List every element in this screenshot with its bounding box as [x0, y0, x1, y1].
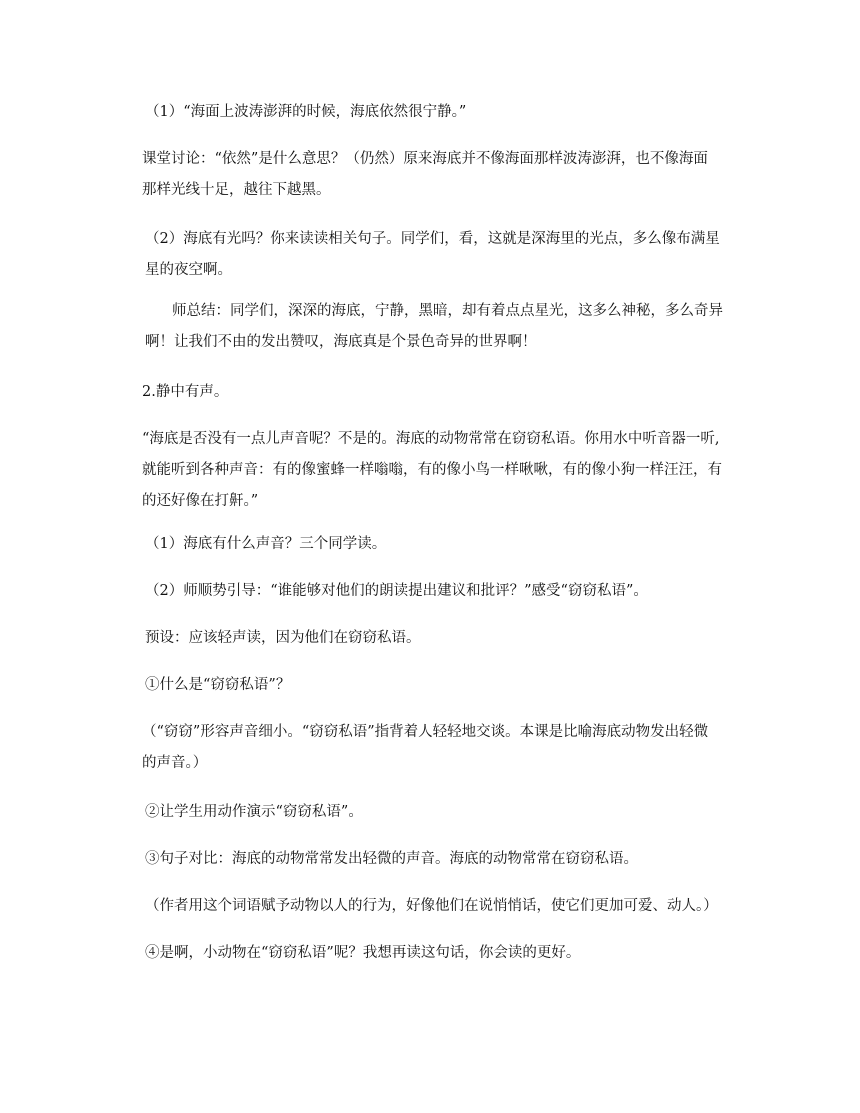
paragraph-teacher-summary: 师总结：同学们，深深的海底，宁静，黑暗，却有着点点星光，这多么神秘，多么奇异啊！让我们不由的发出赞叹，海底真是个景色奇异的世界啊！ — [145, 303, 723, 350]
paragraph-teacher-guide: （2）师顺势引导：“谁能够对他们的朗读提出建议和批评？”感受“窃窃私语”。 — [145, 583, 648, 599]
paragraph-sound-quote: “海底是否没有一点儿声音呢？不是的。海底的动物常常在窃窃私语。你用水中听音器一听,就能听到各种声音：有的像蜜蜂一样嗡嗡，有的像小鸟一样啾啾，有的像小狗一样汪汪，有的还好像在打鼾。” — [142, 431, 722, 509]
paragraph-author-note: （作者用这个词语赋予动物以人的行为，好像他们在说悄悄话，使它们更加可爱、动人。） — [145, 898, 718, 914]
paragraph-reread: ④是啊，小动物在“窃窃私语”呢？我想再读这句话，你会读的更好。 — [145, 945, 581, 961]
paragraph-preset: 预设：应该轻声读，因为他们在窃窃私语。 — [145, 630, 421, 646]
paragraph-what-is-whisper: ①什么是“窃窃私语”？ — [145, 677, 291, 693]
paragraph-light-question: （2）海底有光吗？你来读读相关句子。同学们，看，这就是深海里的光点，多么像布满星星的夜空啊。 — [145, 231, 720, 278]
paragraph-sentence-compare: ③句子对比：海底的动物常常发出轻微的声音。海底的动物常常在窃窃私语。 — [145, 851, 638, 867]
paragraph-class-discussion: 课堂讨论：“依然”是什么意思？（仍然）原来海底并不像海面那样波涛澎湃，也不像海面那样光线十足，越往下越黑。 — [142, 151, 708, 198]
paragraph-sound-question: （1）海底有什么声音？三个同学读。 — [145, 536, 387, 552]
paragraph-demonstrate: ②让学生用动作演示“窃窃私语”。 — [145, 804, 363, 820]
section-heading-sound: 2.静中有声。 — [142, 384, 229, 400]
paragraph-whisper-definition: （“窃窃”形容声音细小。“窃窃私语”指背着人轻轻地交谈。本课是比喻海底动物发出轻微的声音。） — [142, 724, 709, 771]
paragraph-sea-calm-quote: （1）“海面上波涛澎湃的时候，海底依然很宁静。” — [145, 104, 467, 120]
